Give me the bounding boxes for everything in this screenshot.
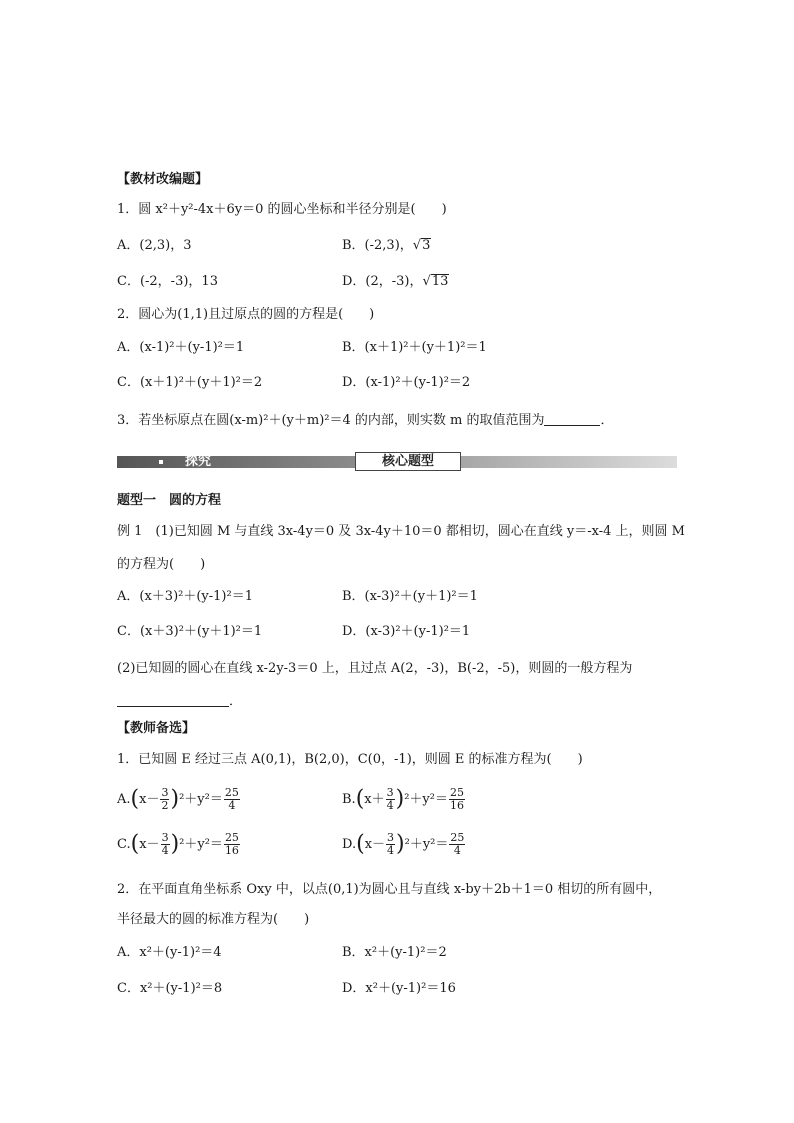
banner-right-label: 核心题型 bbox=[355, 452, 461, 471]
q2-stem: 2．圆心为(1,1)且过原点的圆的方程是( ) bbox=[117, 307, 375, 322]
ex1-option-c: C．(x＋3)²＋(y＋1)²＝1 bbox=[117, 624, 263, 639]
section-teacher: 【教师备选】 bbox=[117, 721, 196, 736]
t2-option-c: C．x²＋(y-1)²＝8 bbox=[117, 981, 223, 996]
ex1-part2-answer: ． bbox=[117, 692, 734, 712]
q2-option-b: B．(x＋1)²＋(y＋1)²＝1 bbox=[342, 340, 487, 355]
t2-option-d: D．x²＋(y-1)²＝16 bbox=[342, 981, 456, 996]
banner-bullet-icon bbox=[159, 460, 163, 464]
banner-left-label: 探究 bbox=[185, 454, 212, 469]
section-banner bbox=[117, 452, 677, 472]
q2-option-d: D．(x-1)²＋(y-1)²＝2 bbox=[342, 375, 471, 390]
t1-option-b: B.(x＋ $\frac{3}{4}$ )²＋y²＝ $\frac{25}{16}$ bbox=[342, 786, 464, 812]
q1-option-c: C．(-2，-3)，13 bbox=[117, 274, 218, 289]
sqrt-symbol: √ bbox=[412, 238, 422, 253]
t2-option-b: B．x²＋(y-1)²＝2 bbox=[342, 945, 447, 960]
t1-stem: 1．已知圆 E 经过三点 A(0,1)，B(2,0)，C(0，-1)，则圆 E 的标准方程为( ) bbox=[117, 752, 583, 767]
type1-title: 题型一 圆的方程 bbox=[117, 493, 222, 508]
ex1-line1: 例 1 (1)已知圆 M 与直线 3x-4y＝0 及 3x-4y＋10＝0 都相切，圆心在直线 y＝-x-4 上，则圆 M bbox=[117, 524, 685, 539]
ex1-line2: 的方程为( ) bbox=[117, 557, 206, 572]
answer-blank bbox=[117, 692, 229, 707]
q2-option-a: A．(x-1)²＋(y-1)²＝1 bbox=[117, 340, 245, 355]
section-textbook: 【教材改编题】 bbox=[117, 172, 209, 187]
t2-line1: 2．在平面直角坐标系 Oxy 中，以点(0,1)为圆心且与直线 x-by＋2b＋1＝0 相切的所有圆中， bbox=[117, 882, 662, 897]
q2-option-c: C．(x＋1)²＋(y＋1)²＝2 bbox=[117, 375, 263, 390]
t1-option-d: D.(x－ $\frac{3}{4}$ )²＋y²＝ $\frac{25}{4}$ bbox=[342, 831, 465, 857]
q1-option-a: A．(2,3)，3 bbox=[117, 238, 192, 253]
ex1-option-a: A．(x＋3)²＋(y-1)²＝1 bbox=[117, 589, 253, 604]
sqrt-symbol: √ bbox=[422, 274, 431, 289]
t1-option-a: A.(x－ $\frac{3}{2}$ )²＋y²＝ $\frac{25}{4}$ bbox=[117, 786, 239, 812]
q1-option-d: D．(2，-3)，√13 bbox=[342, 274, 449, 289]
ex1-part2: (2)已知圆的圆心在直线 x-2y-3＝0 上，且过点 A(2，-3)，B(-2，-5)，则圆的一般方程为 bbox=[117, 661, 633, 676]
t1-option-c: C.(x－ $\frac{3}{4}$ )²＋y²＝ $\frac{25}{16}$ bbox=[117, 831, 239, 857]
t2-line2: 半径最大的圆的标准方程为( ) bbox=[117, 912, 310, 927]
q1-stem: 1．圆 x²＋y²-4x＋6y＝0 的圆心坐标和半径分别是( ) bbox=[117, 202, 447, 217]
ex1-option-d: D．(x-3)²＋(y-1)²＝1 bbox=[342, 624, 471, 639]
q1-option-b: B．(-2,3)，√3 bbox=[342, 238, 431, 253]
ex1-option-b: B．(x-3)²＋(y＋1)²＝1 bbox=[342, 589, 478, 604]
q3-stem: 3．若坐标原点在圆(x-m)²＋(y＋m)²＝4 的内部，则实数 m 的取值范围为 ． bbox=[117, 413, 614, 428]
t2-option-a: A．x²＋(y-1)²＝4 bbox=[117, 945, 222, 960]
answer-blank bbox=[544, 411, 600, 426]
